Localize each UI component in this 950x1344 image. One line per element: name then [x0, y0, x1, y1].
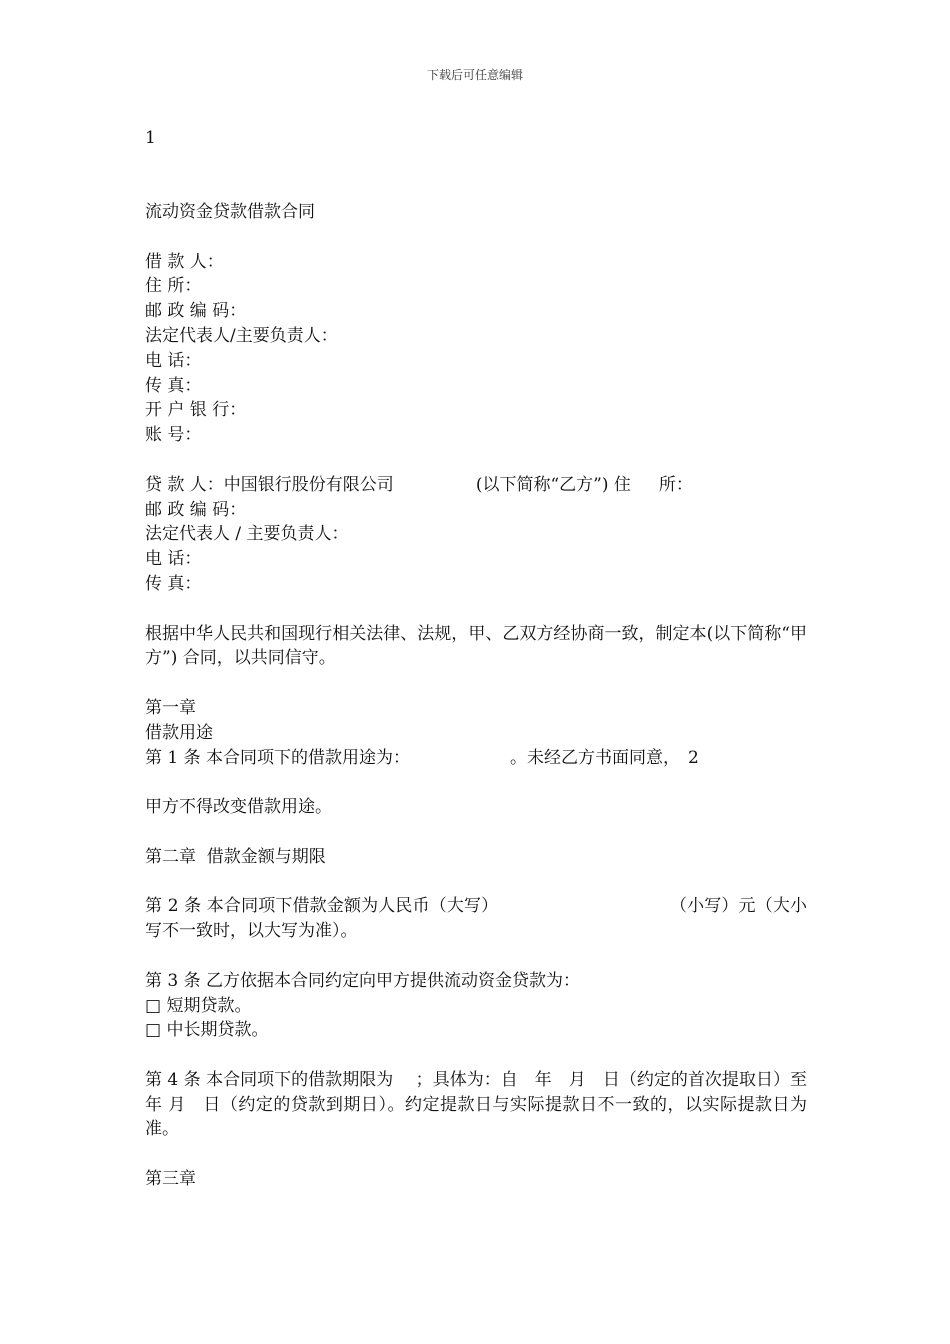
borrower-address-label: 住 所： — [145, 276, 202, 297]
lender-phone-label: 电 话： — [145, 549, 202, 570]
lender-name-line — [145, 473, 807, 498]
borrower-name-label: 借 款 人： — [145, 251, 224, 272]
chapter-1-heading: 第一章 — [145, 697, 196, 718]
chapter-3-heading: 第三章 — [145, 1169, 196, 1190]
page-number: 1 — [145, 128, 156, 148]
lender-name: 贷 款 人：中国银行股份有限公司 — [145, 474, 394, 495]
lender-representative-label: 法定代表人 / 主要负责人： — [145, 524, 349, 545]
article-4: 第 4 条 本合同项下的借款期限为 ；具体为：自 年 月 日（约定的首次提取日）至 年 月 日（约定的贷款到期日）。约定提款日与实际提款日不一致的，以实际提款日为准。 — [145, 1069, 830, 1140]
lender-abbrev: (以下简称“乙方”) 住 — [475, 474, 631, 495]
borrower-block — [145, 250, 807, 448]
borrower-fax-label: 传 真： — [145, 375, 202, 396]
lender-postcode-label: 邮 政 编 码： — [145, 499, 247, 520]
article-1: 第 1 条 本合同项下的借款用途为： 。未经乙方书面同意， 2 — [145, 747, 699, 768]
option-short-term: □ 短期贷款。 — [145, 995, 252, 1016]
borrower-postcode-label: 邮 政 编 码： — [145, 301, 247, 322]
document-body — [145, 200, 830, 1192]
borrower-phone-label: 电 话： — [145, 350, 202, 371]
borrower-representative-label: 法定代表人/主要负责人： — [145, 325, 338, 346]
contract-title: 流动资金贷款借款合同 — [145, 202, 315, 222]
chapter-1-subtitle: 借款用途 — [145, 722, 213, 743]
article-3: 第 3 条 乙方依据本合同约定向甲方提供流动资金贷款为： — [145, 970, 581, 991]
chapter-2-heading: 第二章 借款金额与期限 — [145, 846, 326, 867]
borrower-account-label: 账 号： — [145, 425, 202, 446]
page-number-2: 2 — [688, 747, 699, 768]
article-2: 第 2 条 本合同项下借款金额为人民币（大写） （小写）元（大小写不一致时，以大写为准）。 — [145, 896, 807, 942]
option-long-term: □ 中长期贷款。 — [145, 1020, 269, 1041]
page-header: 下载后可任意编辑 — [426, 68, 523, 82]
borrower-bank-label: 开 户 银 行： — [145, 400, 247, 421]
lender-block — [145, 473, 807, 597]
lender-fax-label: 传 真： — [145, 573, 202, 594]
article-1-continued: 甲方不得改变借款用途。 — [145, 797, 332, 818]
lender-address-label: 所： — [658, 474, 693, 495]
preamble: 根据中华人民共和国现行相关法律、法规，甲、乙双方经协商一致，制定本(以下简称“甲方”) 合同，以共同信守。 — [145, 623, 807, 669]
